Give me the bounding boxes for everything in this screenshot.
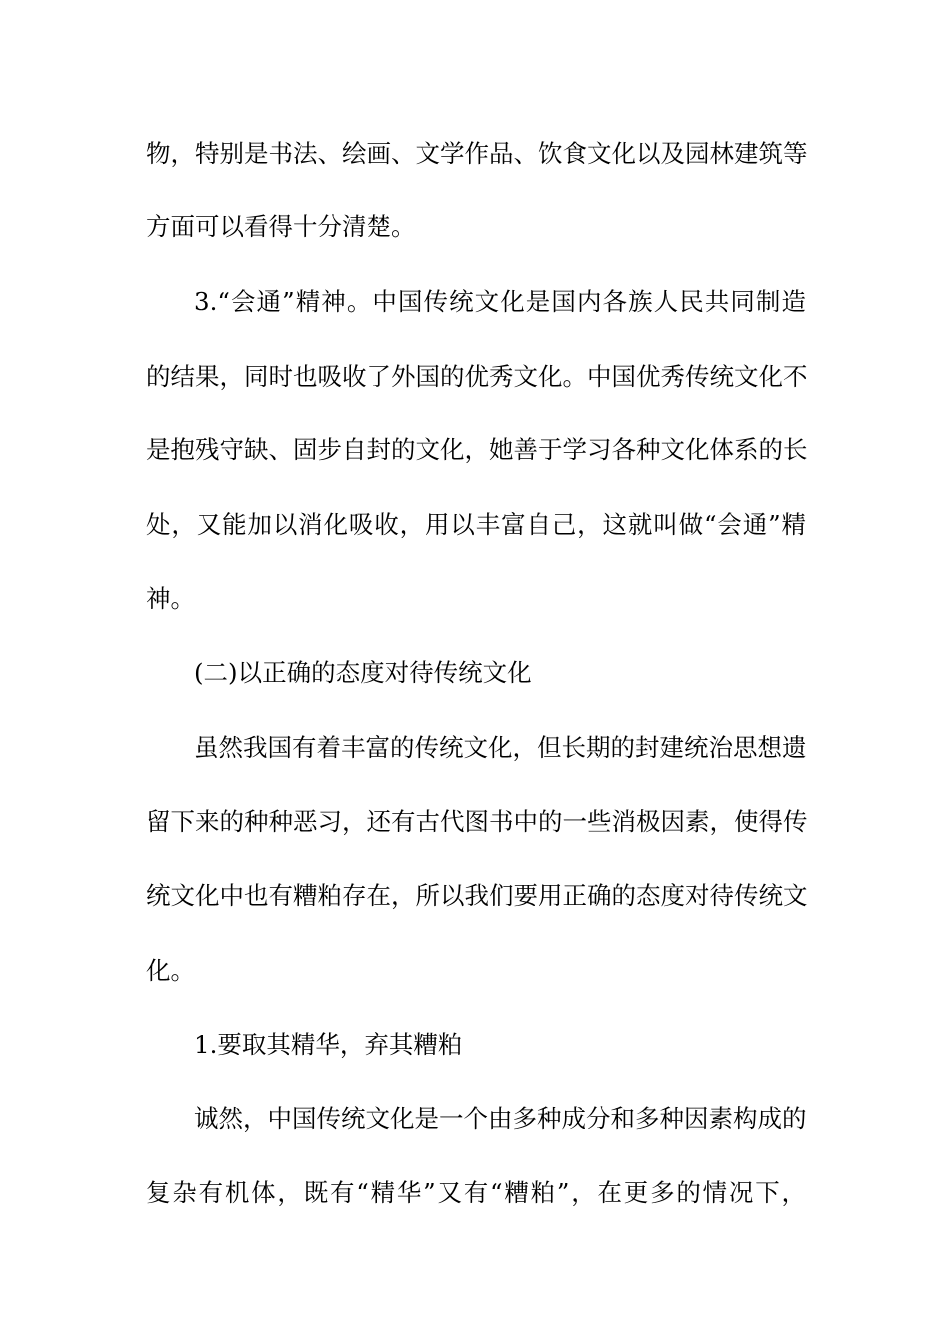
section-heading: (二)以正确的态度对待传统文化: [194, 658, 532, 687]
paragraph-line: 化。: [146, 956, 195, 985]
paragraph-line: 诚然，中国传统文化是一个由多种成分和多种因素构成的: [194, 1104, 807, 1133]
paragraph-line: 留下来的种种恶习，还有古代图书中的一些消极因素，使得传: [146, 807, 808, 836]
paragraph-line: 物，特别是书法、绘画、文学作品、饮食文化以及园林建筑等: [146, 139, 808, 168]
paragraph-line: 神。: [146, 584, 195, 613]
subsection-heading: 1.要取其精华，弃其糟粕: [194, 1030, 463, 1059]
paragraph-line: 的结果，同时也吸收了外国的优秀文化。中国优秀传统文化不: [146, 362, 808, 391]
paragraph-line: 是抱残守缺、固步自封的文化，她善于学习各种文化体系的长: [146, 435, 808, 464]
paragraph-line: 3.“会通”精神。中国传统文化是国内各族人民共同制造: [194, 287, 806, 316]
paragraph-line: 处，又能加以消化吸收，用以丰富自己，这就叫做“会通”精: [146, 510, 806, 539]
paragraph-line: 方面可以看得十分清楚。: [146, 212, 416, 241]
paragraph-line: 统文化中也有糟粕存在，所以我们要用正确的态度对待传统文: [146, 881, 808, 910]
paragraph-line: 虽然我国有着丰富的传统文化，但长期的封建统治思想遗: [194, 733, 807, 762]
paragraph-line: 复杂有机体，既有“精华”又有“糟粕”，在更多的情况下，: [146, 1178, 806, 1207]
